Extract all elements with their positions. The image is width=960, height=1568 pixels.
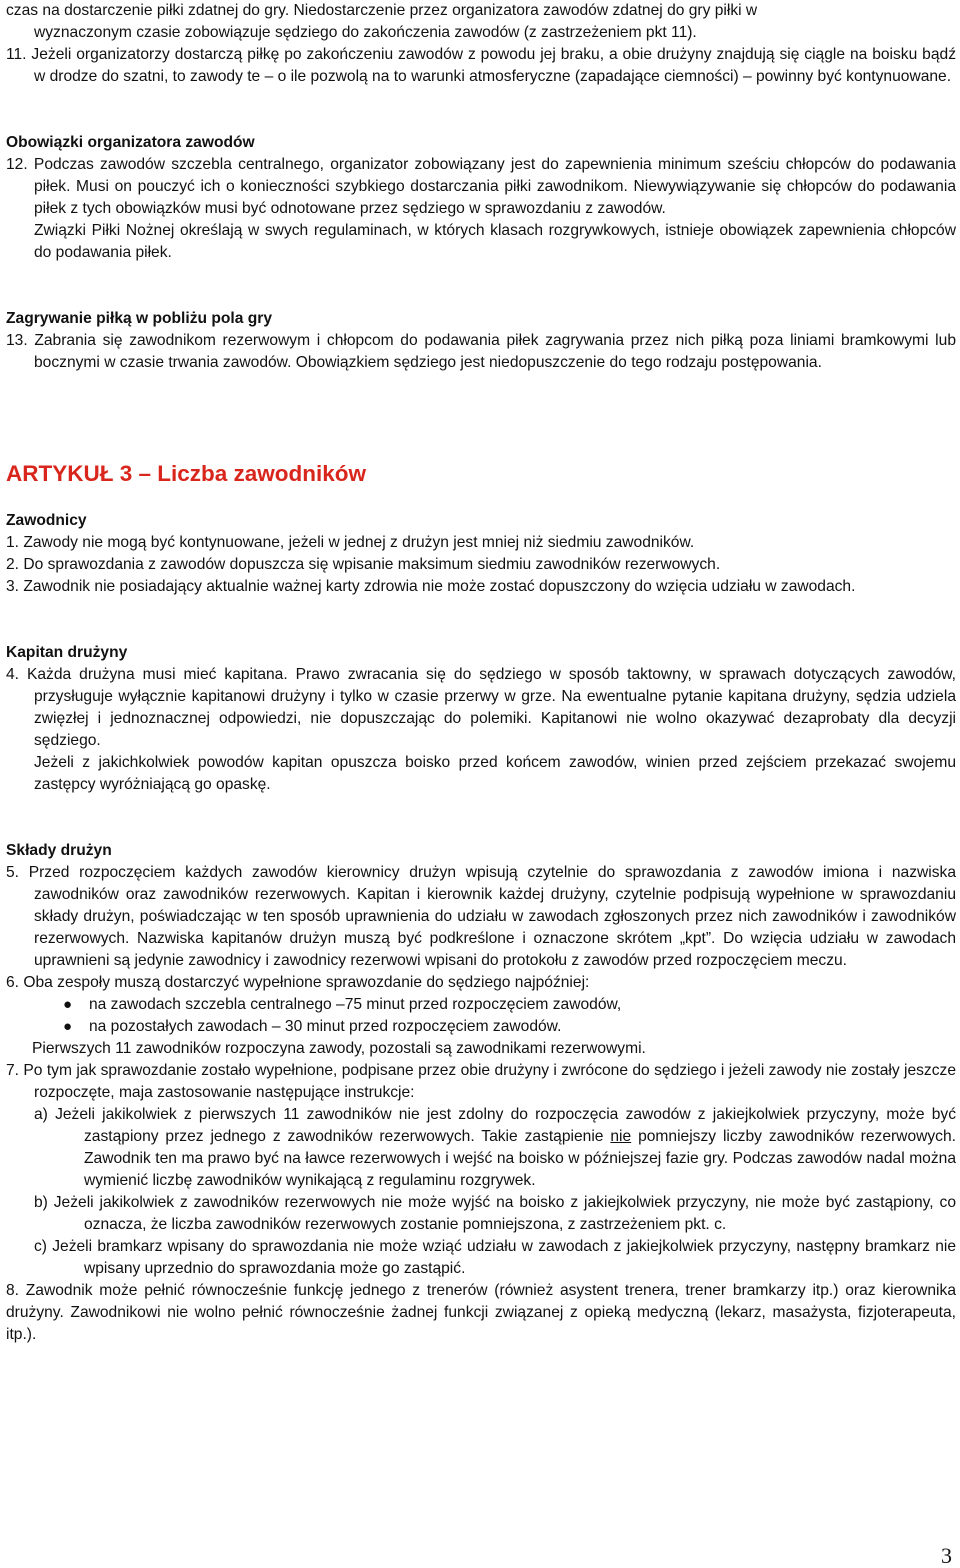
heading-players: Zawodnicy [6,512,87,529]
paragraph-12: 12. Podczas zawodów szczebla centralnego, organizator zobowiązany jest do zapewnienia minimum sześciu chłopców do podawania piłek. Musi on pouczyć ich o konieczności szybkiego dostarczania piłki zawodnikom. Niewywiązywanie się chłopców do podawania piłek z tych obowiązków musi być odnotowane przez sędziego w sprawozdaniu z zawodów. [6,156,956,217]
intro-line-2: wyznaczonym czasie zobowiązuje sędziego do zakończenia zawodów (z zastrzeżeniem pkt 11). [34,24,697,41]
paragraph-8: 8. Zawodnik może pełnić równocześnie funkcję jednego z trenerów (również asystent trenera, trener bramkarzy itp.) oraz kierownika drużyny. Zawodnikowi nie wolno pełnić równocześnie żadnej funkcji związanej z opieką medyczną (lekarz, masażysta, fizjoterapeuta, itp.). [6,1282,956,1343]
paragraph-12-b: Związki Piłki Nożnej określają w swych regulaminach, w których klasach rozgrywkowych, istnieje obowiązek zapewnienia chłopców do podawania piłek. [34,222,956,261]
bullet-icon: ● [63,996,73,1013]
heading-team-lineups: Składy drużyn [6,842,112,859]
article-title: ARTYKUŁ 3 – Liczba zawodników [6,461,367,486]
paragraph-4: 4. Każda drużyna musi mieć kapitana. Prawo zwracania się do sędziego w sposób taktowny, w sprawach dotyczących zawodów, przysługuje wyłącznie kapitanowi drużyny i tylko w czasie przerwy w grze. Na ewentualne pytanie kapitana drużyny, sędzia udziela zwięzłej i jednoznacznej odpowiedzi, nie dopuszczając do polemiki. Kapitanowi nie wolno okazywać dezaprobaty dla decyzji sędziego. [6,666,956,749]
list-item: ● na pozostałych zawodach – 30 minut przed rozpoczęciem zawodów. [6,1016,956,1038]
paragraph-1: 1. Zawody nie mogą być kontynuowane, jeżeli w jednej z drużyn jest mniej niż siedmiu zawodników. [6,534,695,551]
paragraph-2: 2. Do sprawozdania z zawodów dopuszcza się wpisanie maksimum siedmiu zawodników rezerwowych. [6,556,721,573]
paragraph-11: 11. Jeżeli organizatorzy dostarczą piłkę po zakończeniu zawodów z powodu jej braku, a obie drużyny znajdują się ciągle na boisku bądź w drodze do szatni, to zawody te – o ile pozwolą na to warunki atmosferyczne (zapadające ciemności) – powinny być kontynuowane. [6,46,956,85]
deadline-list [6,994,956,1038]
heading-captain: Kapitan drużyny [6,644,128,661]
paragraph-4-b: Jeżeli z jakichkolwiek powodów kapitan opuszcza boisko przed końcem zawodów, winien przed zejściem przekazać swojemu zastępcy wyróżniającą go opaskę. [34,754,956,793]
paragraph-5: 5. Przed rozpoczęciem każdych zawodów kierownicy drużyn wpisują czytelnie do sprawozdania z zawodów imiona i nazwiska zawodników oraz zawodników rezerwowych. Kapitan i kierownik każdej drużyny, czytelnie podpisują wypełnione w sprawozdaniu składy drużyn, poświadczając w ten sposób uprawnienia do udziału w zawodach zgłoszonych przez nich zawodników i zawodników rezerwowych. Nazwiska kapitanów drużyn muszą być podkreślone i oznaczone skrótem „kpt”. Do wzięcia udziału w zawodach uprawnieni są jedynie zawodnicy i zawodnicy rezerwowi wpisani do protokołu z zawodów przed rozpoczęciem meczu. [6,864,956,969]
paragraph-7-c: c) Jeżeli bramkarz wpisany do sprawozdania nie może wziąć udziału w zawodach z jakiejkolwiek przyczyny, następny bramkarz nie wpisany uprzednio do sprawozdania może go zastąpić. [34,1238,956,1277]
paragraph-13: 13. Zabrania się zawodnikom rezerwowym i chłopcom do podawania piłek zagrywania przez nich piłką poza liniami bramkowymi lub bocznymi w czasie trwania zawodów. Obowiązkiem sędziego jest niedopuszczenie do tego rodzaju postępowania. [6,332,956,371]
paragraph-6-b: Pierwszych 11 zawodników rozpoczyna zawody, pozostali są zawodnikami rezerwowymi. [32,1040,646,1057]
paragraph-7: 7. Po tym jak sprawozdanie zostało wypełnione, podpisane przez obie drużyny i zwrócone do sędziego i jeżeli zawody nie zostały jeszcze rozpoczęte, maja zastosowanie następujące instrukcje: [6,1062,956,1101]
bullet-icon: ● [63,1018,73,1035]
paragraph-7-b: b) Jeżeli jakikolwiek z zawodników rezerwowych nie może wyjść na boisko z jakiejkolwiek przyczyny, nie może być zastąpiony, co oznacza, że liczba zawodników rezerwowych zostanie pomniejszona, z zastrzeżeniem pkt. c. [34,1194,956,1233]
page-number: 3 [941,1543,952,1568]
intro-line-1: czas na dostarczenie piłki zdatnej do gry. Niedostarczenie przez organizatora zawodów zdatnej do gry piłki w [6,2,758,19]
heading-playing-ball: Zagrywanie piłką w pobliżu pola gry [6,310,273,327]
paragraph-6: 6. Oba zespoły muszą dostarczyć wypełnione sprawozdanie do sędziego najpóźniej: [6,974,590,991]
paragraph-7-a: a) Jeżeli jakikolwiek z pierwszych 11 zawodników nie jest zdolny do rozpoczęcia zawodów z jakiejkolwiek przyczyny, może być zastąpiony przez jednego z zawodników rezerwowych. Takie zastąpienie nie pomniejszy liczby zawodników rezerwowych. Zawodnik ten ma prawo być na ławce rezerwowych i wejść na boisko w późniejszej fazie gry. Podczas zawodów nadal można wymienić liczbę zawodników wynikającą z regulaminu rozgrywek. [34,1106,956,1189]
underlined-word: nie [610,1128,632,1145]
paragraph-3: 3. Zawodnik nie posiadający aktualnie ważnej karty zdrowia nie może zostać dopuszczony do wzięcia udziału w zawodach. [6,578,856,595]
heading-organizer-duties: Obowiązki organizatora zawodów [6,134,255,151]
list-item: ● na zawodach szczebla centralnego –75 minut przed rozpoczęciem zawodów, [6,994,956,1016]
document-page [6,0,956,1346]
